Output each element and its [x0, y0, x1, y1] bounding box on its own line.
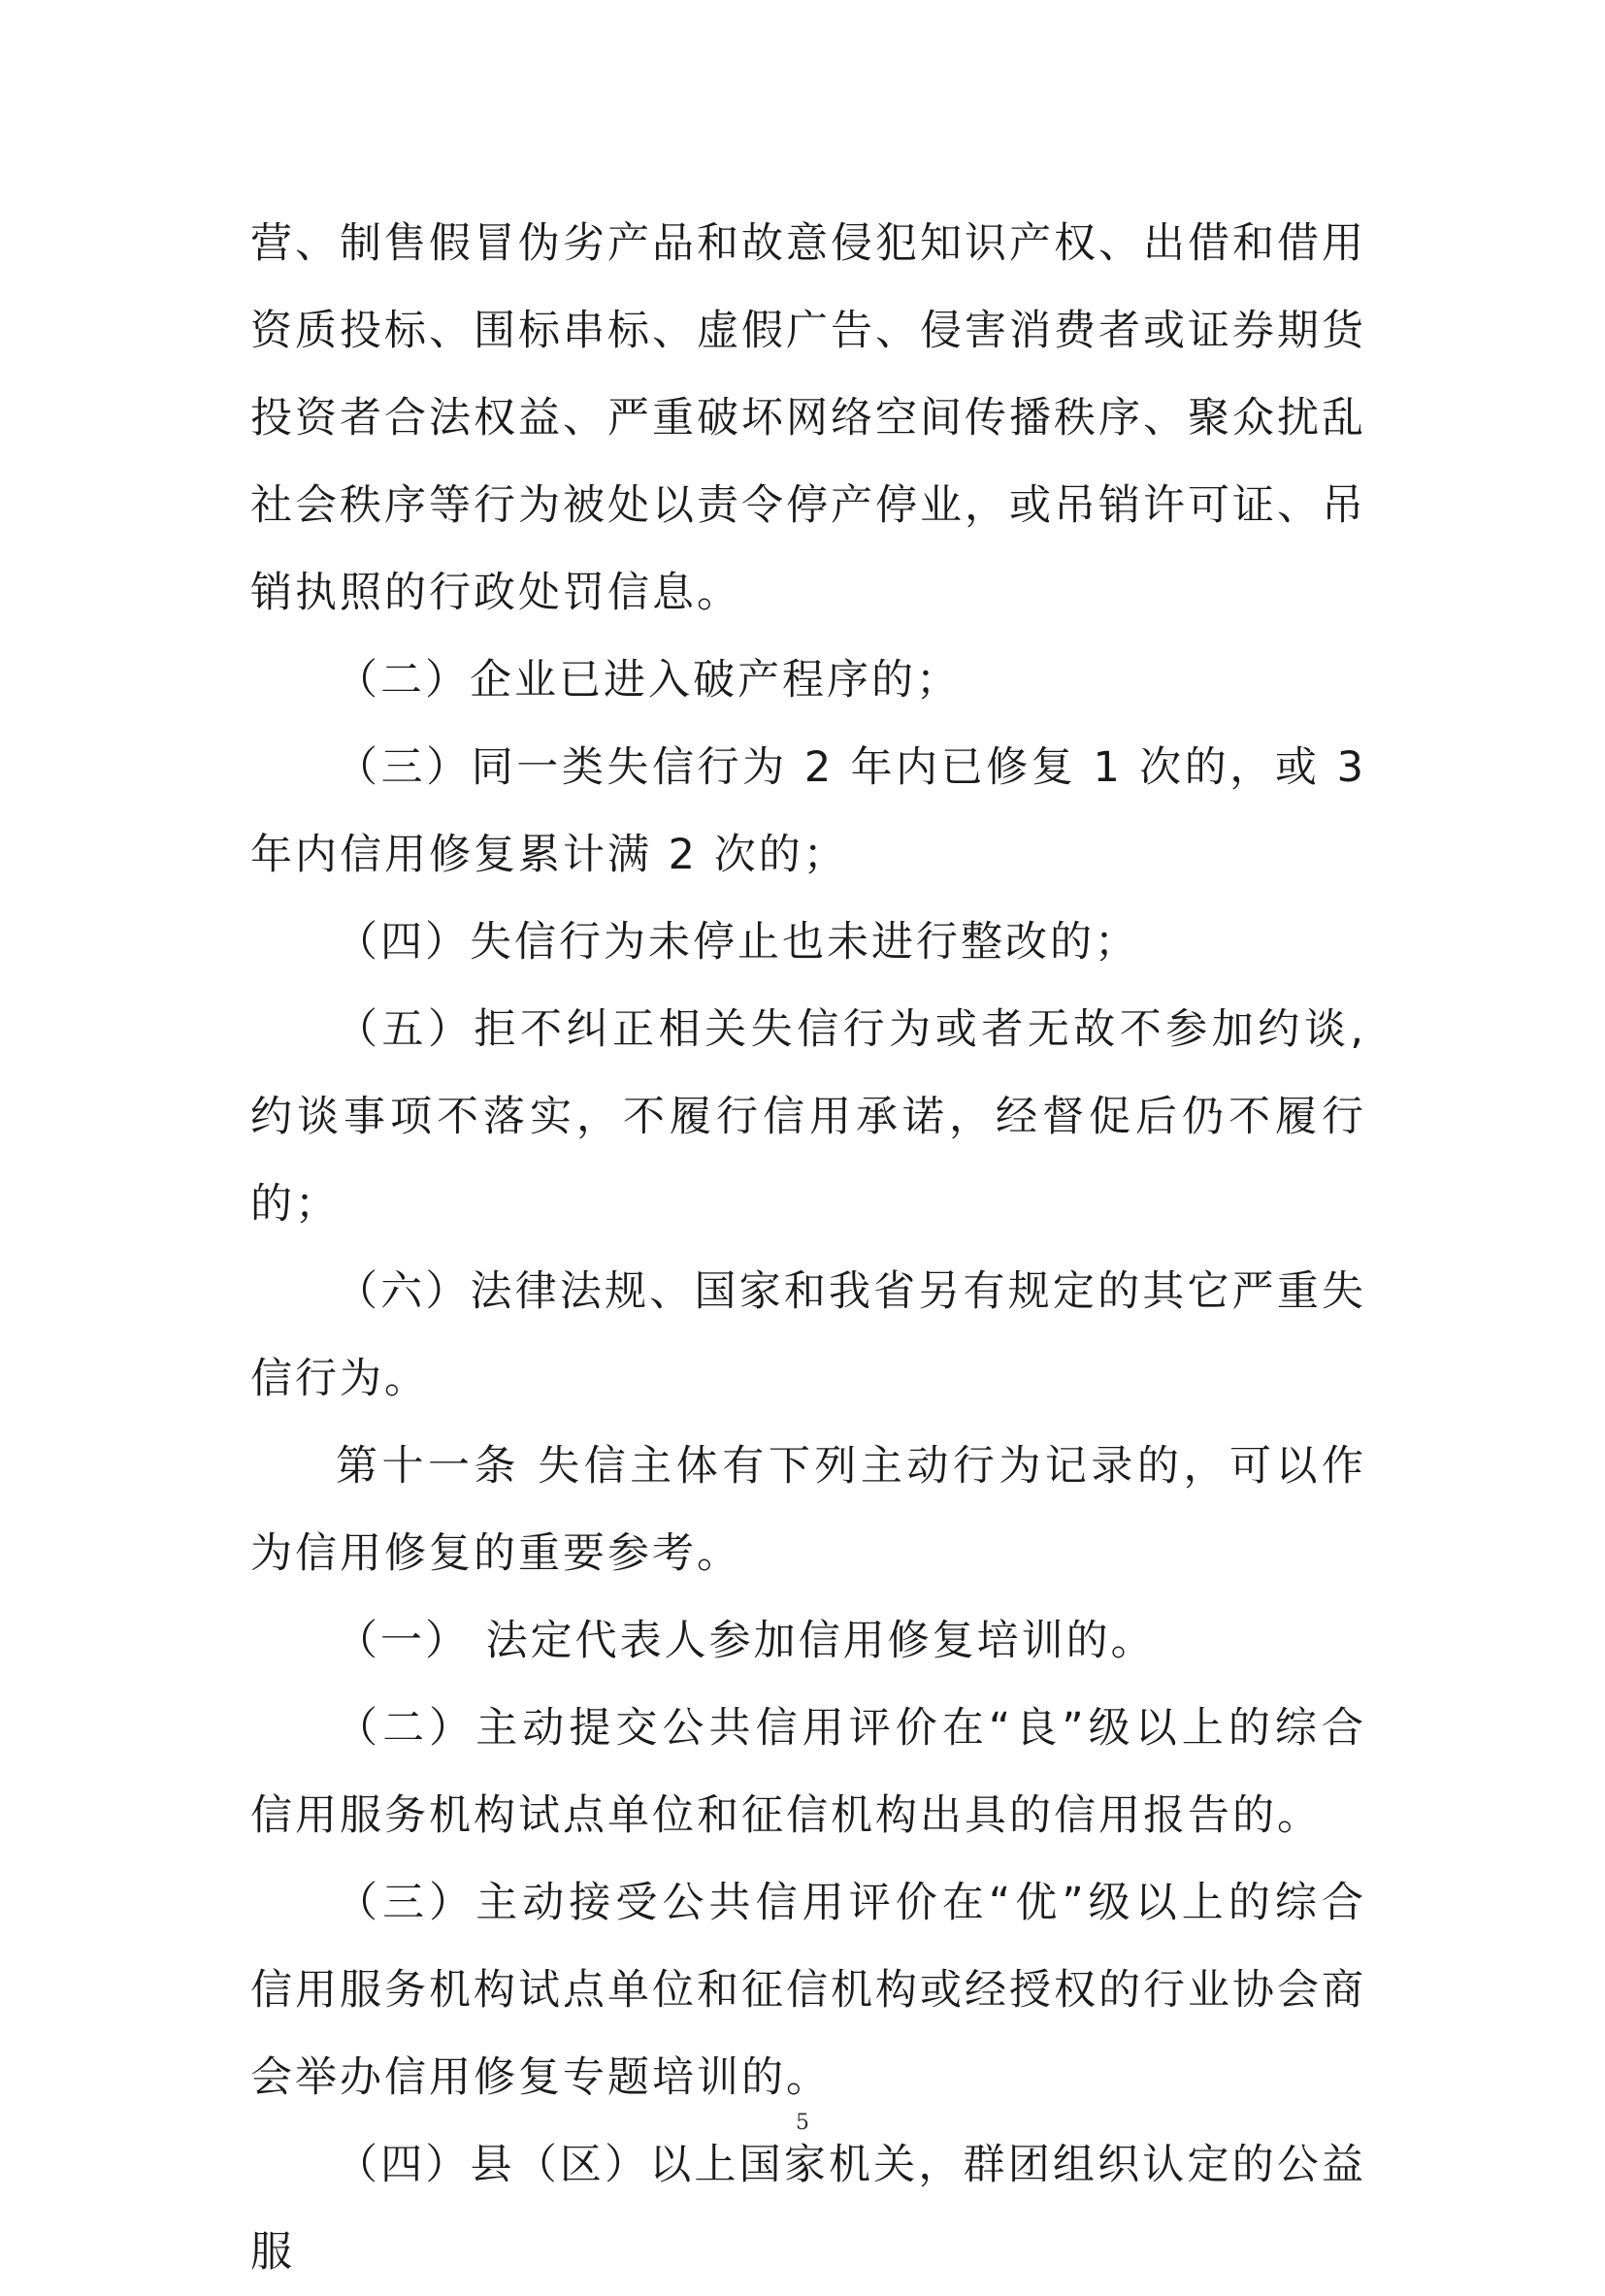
- paragraph-continuation: 营、制售假冒伪劣产品和故意侵犯知识产权、出借和借用资质投标、围标串标、虚假广告、侵害消费者或证券期货投资者合法权益、严重破坏网络空间传播秩序、聚众扰乱社会秩序等行为被处以责令停产停业，或吊销许可证、吊销执照的行政处罚信息。: [250, 219, 1366, 617]
- paragraph-item-6: （六）法律法规、国家和我省另有规定的其它严重失信行为。: [250, 1267, 1366, 1403]
- article-11-item-2: （二）主动提交公共信用评价在“良”级以上的综合信用服务机构试点单位和征信机构出具的信用报告的。: [250, 1704, 1366, 1840]
- paragraph-item-2: （二）企业已进入破产程序的；: [336, 656, 961, 705]
- document-body: [250, 200, 1366, 2296]
- article-11: 第十一条 失信主体有下列主动行为记录的，可以作为信用修复的重要参考。: [250, 1442, 1366, 1578]
- article-11-item-1: （一） 法定代表人参加信用修复培训的。: [336, 1617, 1156, 1665]
- paragraph-item-4: （四）失信行为未停止也未进行整改的；: [336, 918, 1139, 967]
- article-11-item-3: （三）主动接受公共信用评价在“优”级以上的综合信用服务机构试点单位和征信机构或经授权的行业协会商会举办信用修复专题培训的。: [250, 1879, 1366, 2102]
- article-11-item-4: （四）县（区）以上国家机关，群团组织认定的公益服: [250, 2141, 1366, 2277]
- paragraph-item-5: （五）拒不纠正相关失信行为或者无故不参加约谈,约谈事项不落实，不履行信用承诺，经督促后仍不履行的；: [250, 1005, 1366, 1229]
- page-number: 5: [796, 2111, 809, 2135]
- paragraph-item-3: （三）同一类失信行为 2 年内已修复 1 次的，或 3 年内信用修复累计满 2 次的；: [250, 743, 1366, 879]
